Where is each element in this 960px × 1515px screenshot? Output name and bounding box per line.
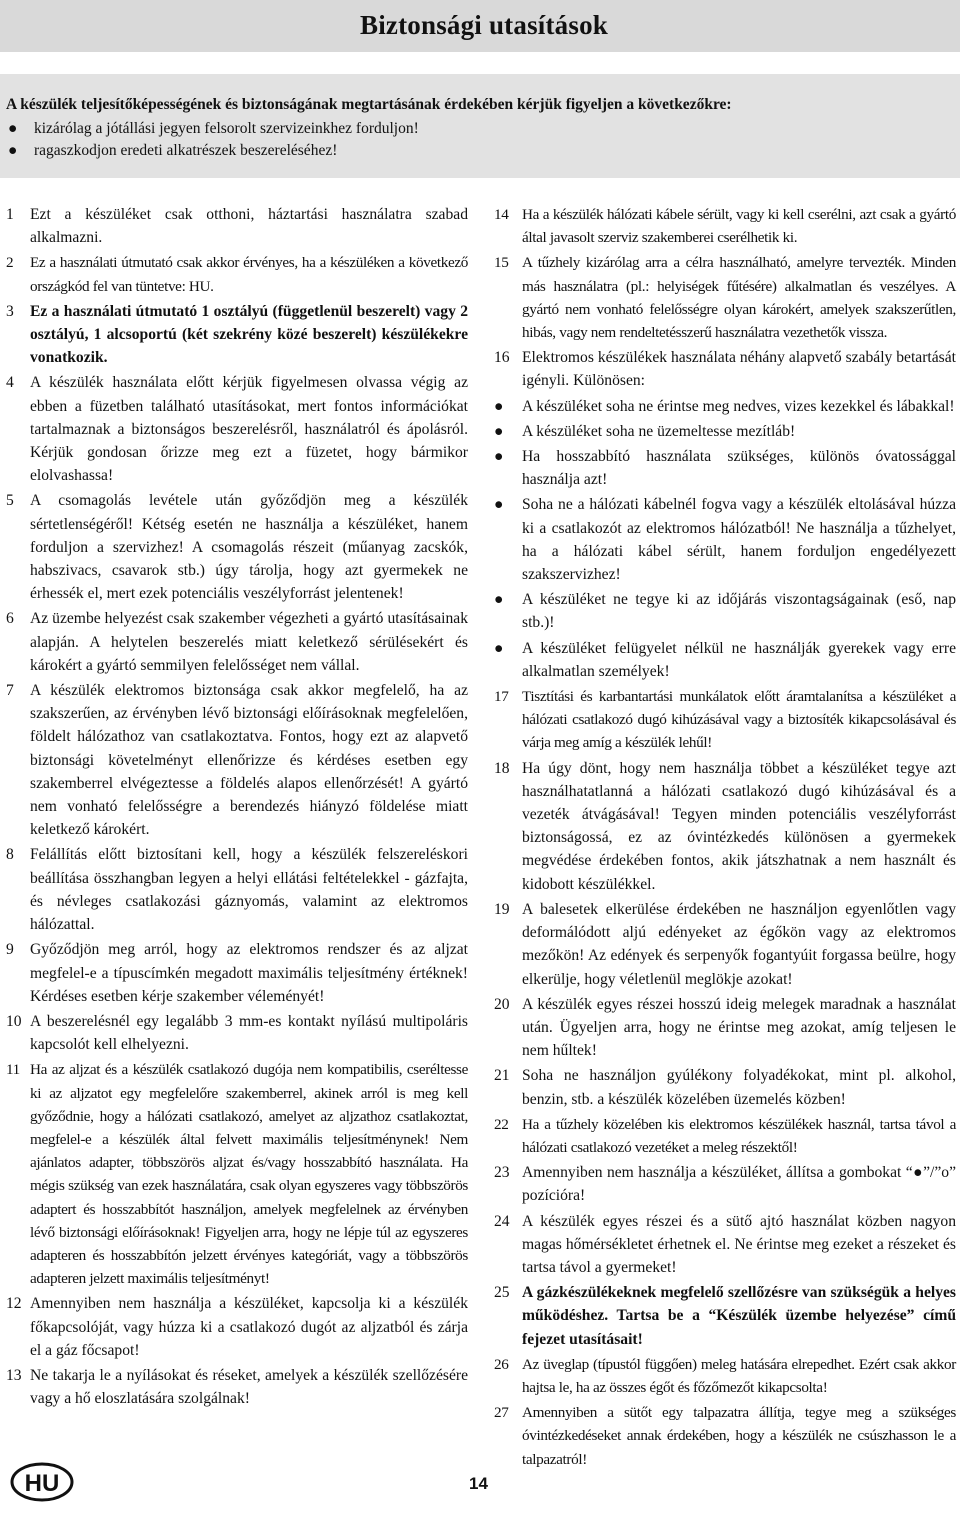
safety-item-21: 21 Soha ne használjon gyúlékony folyadékokat, mint pl. alkohol, benzin, stb. a készülék közelében üzemelés közben! [494, 1067, 956, 1108]
safety-item-13: 13 Ne takarja le a nyílásokat és réseket, amelyek a készülék szellőzésére vagy a hő eloszlatására szolgálnak! [6, 1366, 468, 1408]
safety-item-24: 24 A készülék egyes részei és a sütő ajtó használat közben nagyon magas hőmérsékletet érhetnek el. Ne érintse meg ezeket a részeket és tartsa távol a gyermeket! [494, 1212, 956, 1276]
safety-item-4: 4 A készülék használata előtt kérjük figyelmesen olvassa végig az ebben a füzetben található utasításokat, mert fontos információkat tartalmaznak a biztonságos beszerelésről, használatról és ápolásról. Kérjük gondosan őrizze meg ezt a füzetet, hogy bármikor elolvashassa! [6, 374, 468, 485]
bullet-icon: ● [494, 639, 504, 657]
title-bar [0, 0, 960, 52]
country-code-logo [10, 1462, 74, 1502]
safety-item-5: 5 A csomagolás levétele után győződjön meg a készülék sértetlenségéről! Kétség esetén ne használja a készüléket, hanem forduljon a szervizhez! A csomagolás részeit (műanyag zacskók, habszivacs, csavarok stb.) úgy tárolja, hogy azt gyermekek ne érhessék el, mert ezek potenciális veszélyforrást jelentenek! [6, 492, 468, 603]
safety-item-22: 22 Ha a tűzhely közelében kis elektromos készülékek használ, tartsa távol a hálózati csatlakozó vezetéket a meleg részektől! [494, 1115, 956, 1156]
intro-bullet-list [8, 118, 419, 162]
safety-item-8: 8 Felállítás előtt biztosítani kell, hogy a készülék felszereléskori beállítása összhangban legyen a helyi ellátási feltételekkel - gázfajta, és névleges csatlakozási gáznyomás, valamint az elektromos hálózattal. [6, 846, 468, 934]
right-column [494, 203, 956, 1473]
bullet-icon: ● [8, 142, 18, 159]
safety-subitem: ● Ha hosszabbító használata szükséges, különös óvatossággal használja azt! [494, 445, 956, 491]
safety-item-20: 20 A készülék egyes részei hosszú ideig melegek maradnak a használat után. Ügyeljen arra, hogy ne érintse meg azokat, amíg teljesen le nem hűltek! [494, 995, 956, 1060]
safety-subitem: ● A készüléket soha ne érintse meg nedves, vizes kezekkel és lábakkal! [494, 395, 956, 418]
safety-item-23: 23 Amennyiben nem használja a készüléket, állítsa a gombokat “●”/”o” pozícióra! [494, 1164, 956, 1205]
safety-item-11: 11 Ha az aljzat és a készülék csatlakozó dugója nem kompatibilis, cseréltesse ki az aljzatot egy megfelelőre szakemberrel, akinek arról is meg kell győződnie, hogy a hálózati csatlakozó, amelyet az aljzathoz csatlakoztat, megfelel-e a készülék által felvett maximális teljesítménynek! Nem ajánlatos adapter, többszörös aljzat és/vagy hosszabbító használata. Ha mégis szükség van ezek használatára, csak olyan egyszeres vagy többszörös adaptert és hosszabbítót használjon, amelyek megfelelnek az érvényben lévő biztonsági előírásoknak! Figyeljen arra, hogy ne lépje túl az egyszeres adapteren és hosszabbítón jelzett érvényes kategóriát, vagy a többszörös adapteren jelzett maximális teljesítményt! [6, 1061, 468, 1288]
safety-item-9: 9 Győződjön meg arról, hogy az elektromos rendszer és az aljzat megfelel-e a típuscímkén megadott maximális teljesítmény értéknek! Kérdéses esetben kérje szakember véleményét! [6, 941, 468, 1005]
safety-subitem: ● Soha ne a hálózati kábelnél fogva vagy a készülék eltolásával húzza ki a csatlakozót az elektromos hálózatból! Ne használja a tűzhelyet, ha a hálózati kábel sérült, hanem forduljon engedélyezett szakszervizhez! [494, 493, 956, 586]
safety-item-10: 10 A beszerelésnél egy legalább 3 mm-es kontakt nyílású multipoláris kapcsolót kell elhelyezni. [6, 1012, 468, 1054]
safety-item-3: 3 Ez a használati útmutató 1 osztályú (függetlenül beszerelt) vagy 2 osztályú, 1 alcsoportú (két szekrény közé beszerelt) készülékekre vonatkozik. [6, 302, 468, 367]
safety-subitem: ● A készüléket ne tegye ki az időjárás viszontagságainak (eső, nap stb.)! [494, 588, 956, 634]
safety-item-15: 15 A tűzhely kizárólag arra a célra használható, amelyre tervezték. Minden más használatra (pl.: helyiségek fűtésére) alkalmatlan és veszélyes. A gyártó nem vonható felelősségre olyan károkért, amelyek szakszerűtlen, hibás, vagy nem rendeltetésszerű használatra vezethetők vissza. [494, 254, 956, 342]
safety-item-14: 14 Ha a készülék hálózati kábele sérült, vagy ki kell cserélni, azt csak a gyártó által javasolt szerviz szakemberei cserélhetik ki. [494, 206, 956, 247]
safety-item-18: 18 Ha úgy dönt, hogy nem használja többet a készüléket tegye azt használhatatlanná a hálózati csatlakozó dugó kihúzásával és a vezeték átvágásával! Tegyen minden potenciális veszélyforrást biztonságossá, ez az óvintézkedés különösen a gyermekek megvédése érdekében fontos, akik játszhatnak a nem használt és kidobott készülékkel. [494, 759, 956, 893]
bullet-icon: ● [8, 120, 18, 137]
page-title: Biztonsági utasítások [360, 10, 608, 40]
safety-item-2: 2 Ez a használati útmutató csak akkor érvényes, ha a készüléken a következő országkód fel van tüntetve: HU. [6, 254, 468, 295]
bullet-icon: ● [494, 496, 504, 514]
page-number: 14 [469, 1474, 488, 1493]
safety-item-27: 27 Amennyiben a sütőt egy talpazatra állítja, tegye meg a szükséges óvintézkedéseket annak érdekében, hogy a készülék ne csúszhasson le a talpazatról! [494, 1404, 956, 1468]
country-code-text: HU [24, 1470, 60, 1497]
safety-subitem: ● A készüléket soha ne üzemeltesse mezítláb! [494, 420, 956, 443]
safety-item-12: 12 Amennyiben nem használja a készüléket, kapcsolja ki a készülék főkapcsolóját, vagy húzza ki a csatlakozó dugót az aljzatból és zárja el a gáz főcsapot! [6, 1295, 468, 1359]
safety-item-25: 25 A gázkészülékeknek megfelelő szellőzésre van szükségük a helyes működéshez. Tartsa be a “Készülék üzembe helyezése” című fejezet utasításait! [494, 1284, 956, 1348]
intro-lead: A készülék teljesítőképességének és biztonságának megtartásának érdekében kérjük figyeljen a következőkre: [6, 96, 732, 113]
intro-bullet: ● kizárólag a jótállási jegyen felsorolt szervizeinkhez forduljon! [8, 118, 419, 140]
bullet-icon: ● [494, 422, 504, 440]
safety-subitem: ● A készüléket felügyelet nélkül ne használják gyerekek vagy erre alkalmatlan személyek! [494, 637, 956, 683]
safety-item-17: 17 Tisztítási és karbantartási munkálatok előtt áramtalanítsa a készüléket a hálózati csatlakozó dugó kihúzásával vagy a biztosíték kikapcsolásával és várja meg amíg a készülék lehűl! [494, 688, 956, 752]
safety-item-19: 19 A balesetek elkerülése érdekében ne használjon egyenlőtlen vagy deformálódott aljú edényeket az égőkön vagy az elektromos mezőkön! Az edények és serpenyők fogantyúit forgassa beülre, hogy elkerülje, hogy véletlenül meglökje azokat! [494, 900, 956, 988]
safety-item-1: 1 Ezt a készüléket csak otthoni, háztartási használatra szabad alkalmazni. [6, 206, 468, 247]
safety-item-16: 16 Elektromos készülékek használata néhány alapvető szabály betartását igényli. Különösen: [494, 349, 956, 390]
bullet-icon: ● [494, 397, 504, 415]
intro-bullet: ● ragaszkodjon eredeti alkatrészek beszereléséhez! [8, 140, 419, 162]
bullet-icon: ● [494, 448, 504, 466]
safety-item-7: 7 A készülék elektromos biztonsága csak akkor megfelelő, ha az szakszerűen, az érvényben lévő biztonsági előírásoknak megfelelően, földelt hálózathoz van csatlakoztatva. Fontos, hogy ezt az alapvető biztonsági követelményt ellenőrizze és kérdéses esetben egy szakemberrel elvégeztesse a földelés alapos ellenőrzését! A gyártó nem vonható felelősségre a berendezés hiányzó földelése miatt keletkező károkért. [6, 682, 468, 839]
left-column [6, 203, 468, 1412]
bullet-icon: ● [494, 591, 504, 609]
safety-item-6: 6 Az üzembe helyezést csak szakember végezheti a gyártó utasításainak alapján. A helytelen beszerelés miatt keletkező sérülésekért és károkért a gyártó semmilyen felelősséget nem vállal. [6, 610, 468, 674]
intro-box [0, 74, 960, 178]
safety-item-26: 26 Az üveglap (típustól függően) meleg hatására elrepedhet. Ezért csak akkor hajtsa le, ha az összes égőt és főzőmezőt kikapcsolta! [494, 1355, 956, 1396]
